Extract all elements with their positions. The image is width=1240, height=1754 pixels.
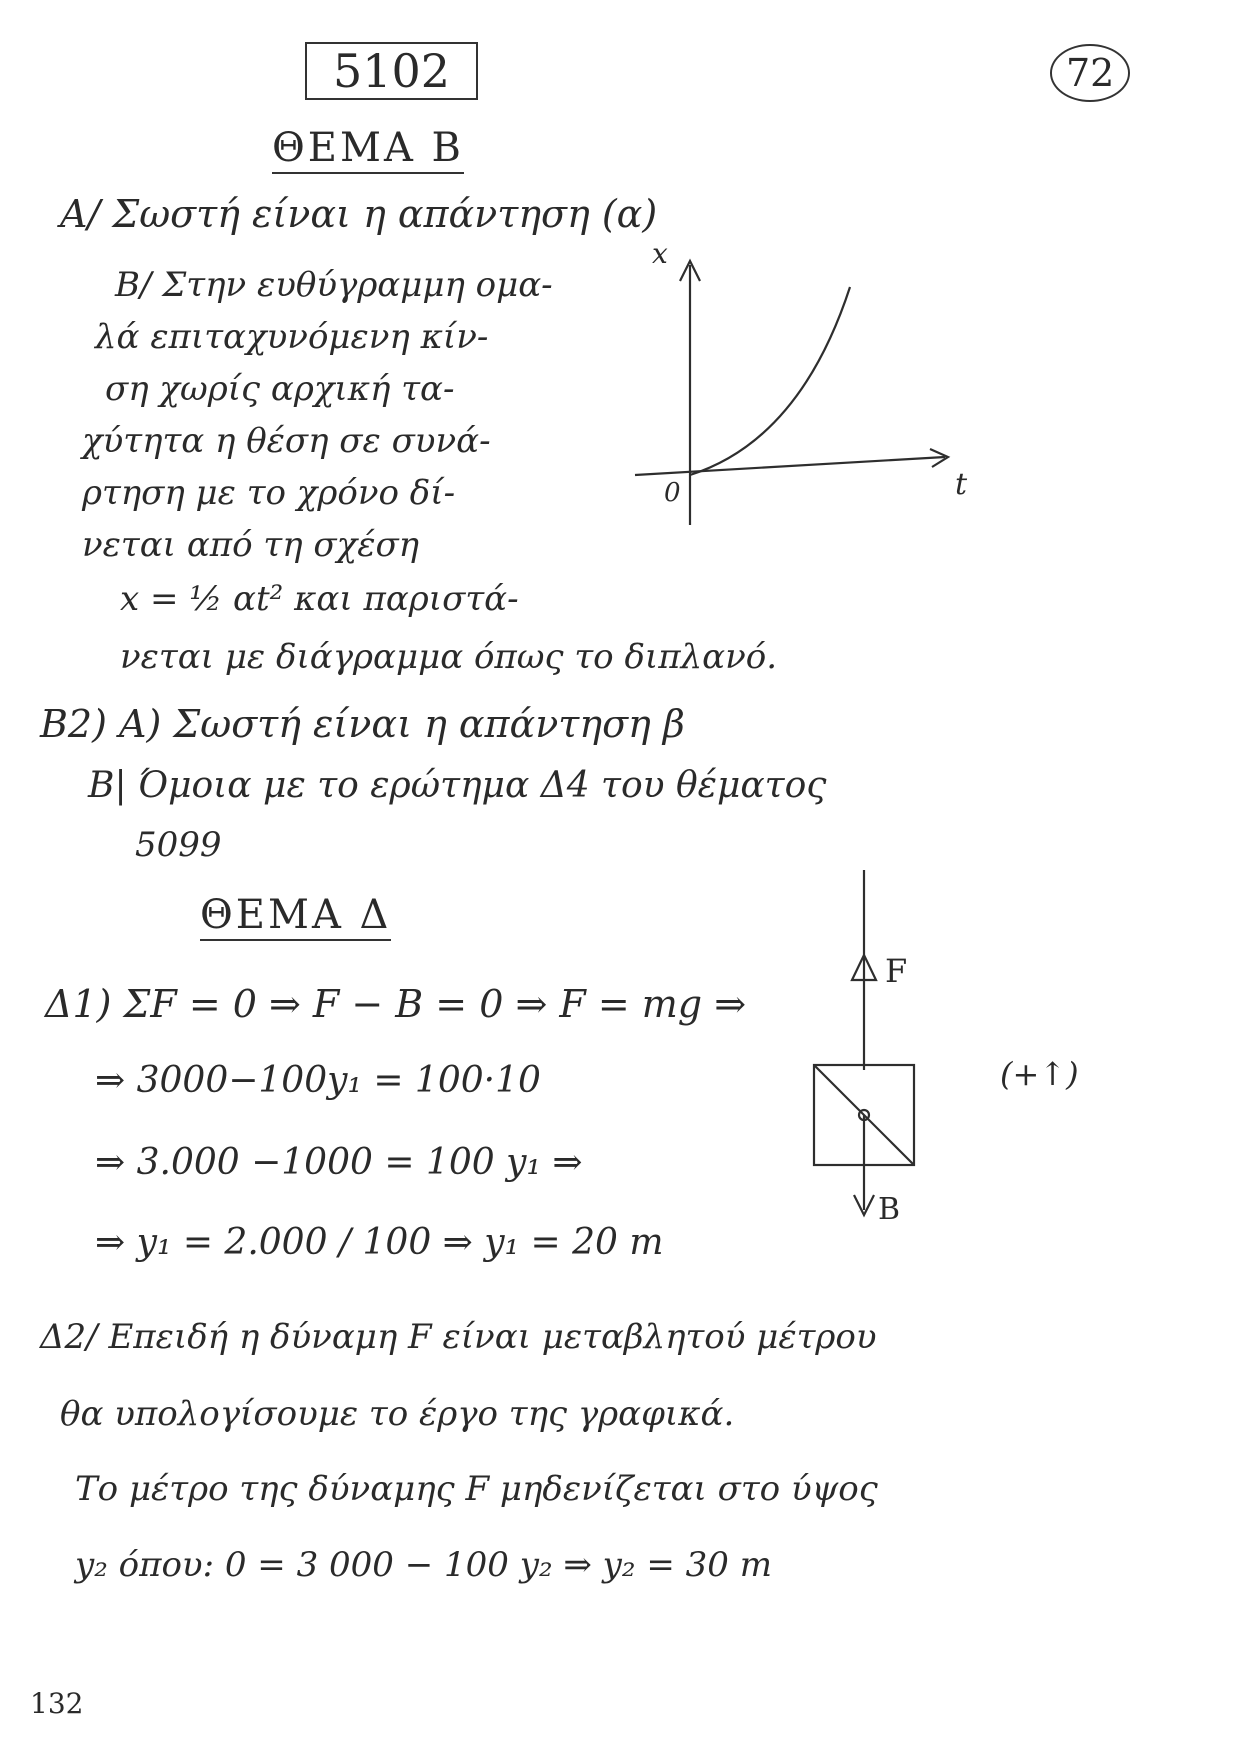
d2-line-3: Το μέτρο της δύναμης F μηδενίζεται στο ύψος [75,1469,878,1509]
b1-b-line-2: λά επιταχυνόμενη κίν- [95,317,489,357]
page-number: 132 [30,1687,84,1720]
b1-b-line-6: νεται από τη σχέση [82,525,420,565]
b2-b-line: Β| Όμοια με το ερώτημα Δ4 του θέματος [88,765,827,806]
exercise-code: 5102 [305,42,478,100]
b1-b-line-3: ση χωρίς αρχική τα- [105,369,455,409]
d1-line-1: Δ1) ΣF = 0 ⇒ F − B = 0 ⇒ F = mg ⇒ [45,982,747,1026]
graph-x-label: t [955,467,968,502]
b1-b-line-5: ρτηση με το χρόνο δί- [82,473,456,513]
d2-line-2: θα υπολογίσουμε το έργο της γραφικά. [60,1394,735,1434]
position-time-graph [630,255,970,555]
b2-b-reference: 5099 [135,825,222,865]
b1-b-line-7: x = ½ αt² και παριστά- [120,579,519,619]
d1-line-2: ⇒ 3000−100y₁ = 100·10 [95,1060,541,1101]
d1-line-4: ⇒ y₁ = 2.000 / 100 ⇒ y₁ = 20 m [95,1222,664,1263]
graph-y-label: x [652,237,668,270]
b1-b-line-8: νεται με διάγραμμα όπως το διπλανό. [120,637,778,677]
force-f-label: F [885,952,908,990]
force-diagram [790,870,970,1230]
direction-label: (+↑) [1000,1055,1079,1093]
graph-parabola [690,287,850,475]
page-badge: 72 [1050,44,1130,102]
b1-b-line-4: χύτητα η θέση σε συνά- [82,421,491,461]
force-b-label: B [878,1192,901,1227]
b1-b-line-1: Β/ Στην ευθύγραμμη ομα- [115,265,553,305]
b1-a-answer: Α/ Σωστή είναι η απάντηση (α) [60,192,658,236]
heading-thema-b: ΘΕΜΑ Β [272,128,464,174]
d1-line-3: ⇒ 3.000 −1000 = 100 y₁ ⇒ [95,1142,583,1183]
heading-thema-d: ΘΕΜΑ Δ [200,895,391,941]
graph-origin-label: 0 [664,478,681,508]
graph-x-axis [635,457,945,475]
b2-a-answer: Β2) Α) Σωστή είναι η απάντηση β [40,702,685,746]
d2-line-1: Δ2/ Επειδή η δύναμη F είναι μεταβλητού μέτρου [40,1317,877,1357]
d2-line-4: y₂ όπου: 0 = 3 000 − 100 y₂ ⇒ y₂ = 30 m [75,1545,772,1585]
